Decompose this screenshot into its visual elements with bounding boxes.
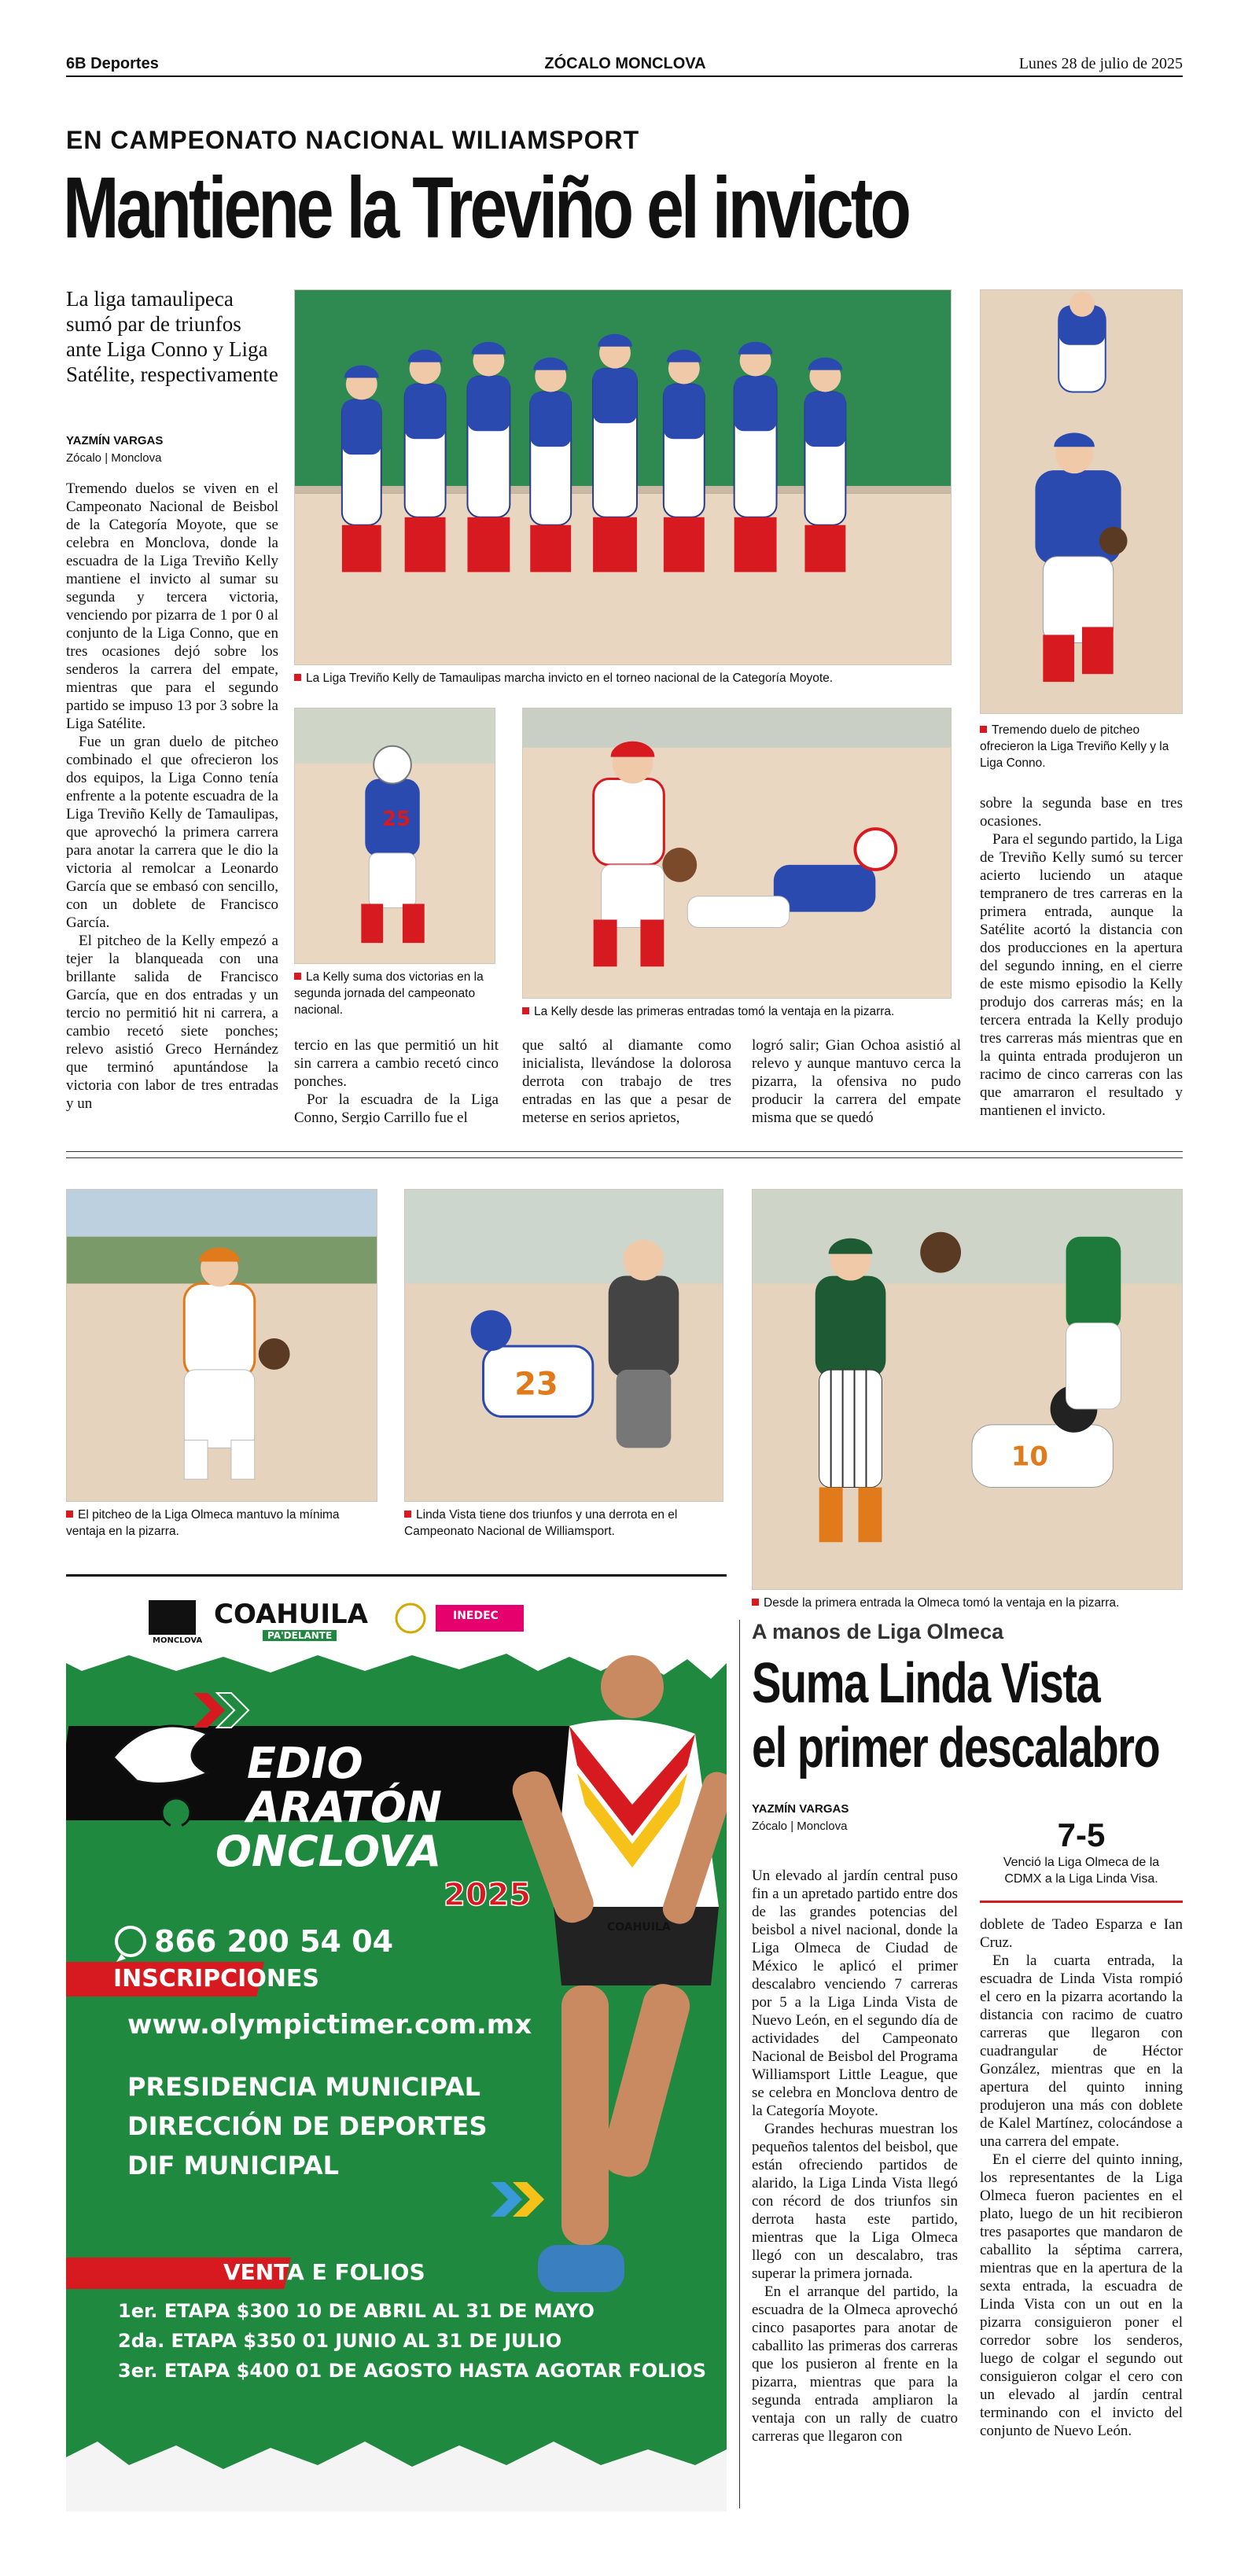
caption-marker xyxy=(294,973,301,980)
caption-text: Tremendo duelo de pitcheo ofrecieron la Liga Treviño Kelly y la Liga Conno. xyxy=(980,723,1169,770)
article1-kicker: EN CAMPEONATO NACIONAL WILIAMSPORT xyxy=(66,126,640,154)
svg-text:25: 25 xyxy=(382,808,411,832)
article1-byline-place: Zócalo | Monclova xyxy=(66,451,162,465)
ad-org-1: PRESIDENCIA MUNICIPAL xyxy=(127,2072,480,2102)
publication-name: ZÓCALO MONCLOVA xyxy=(544,55,706,72)
score-value: 7-5 xyxy=(1057,1816,1106,1853)
article2-headline-line1: Suma Linda Vista xyxy=(752,1652,1100,1715)
article1-paragraph: sobre la segunda base en tres ocasiones. xyxy=(980,795,1183,830)
section-divider-bottom xyxy=(66,1157,1183,1158)
caption-marker xyxy=(980,726,987,733)
article2-paragraph: En la cuarta entrada, la escuadra de Linda Vista rompió el cero en la pizarra acortando la distancia con racimo de cuatro carreras que llegaron con cuadrangular de Héctor González, mientras que en la apertura del quinto inning produjeron una más con doblete de Kalel Martínez, colocándose a una carrera del empate. xyxy=(980,1952,1183,2150)
article2-column-2 xyxy=(980,1915,1183,2505)
photo-big-olmeca xyxy=(752,1189,1183,1590)
ad-etapa-3: 3er. ETAPA $400 01 DE AGOSTO HASTA AGOTAR FOLIOS xyxy=(118,2360,707,2382)
photo-runner-kelly xyxy=(294,708,495,964)
caption-text: El pitcheo de la Liga Olmeca mantuvo la mínima ventaja en la pizarra. xyxy=(66,1508,340,1538)
caption-marker xyxy=(752,1599,759,1606)
ad-shirt-brand: COAHUILA xyxy=(607,1921,671,1934)
caption-team-celebration xyxy=(294,670,955,686)
article2-kicker: A manos de Liga Olmeca xyxy=(752,1620,1004,1643)
article1-paragraph: Por la escuadra de la Liga Conno, Sergio Carrillo fue el xyxy=(294,1091,499,1124)
article1-column-2 xyxy=(294,1036,499,1124)
ad-venta: VENTA E FOLIOS xyxy=(223,2259,425,2285)
article2-headline xyxy=(752,1651,1169,1780)
page-section-label: 6B Deportes xyxy=(66,55,159,72)
article2-paragraph: Grandes hechuras muestran los pequeños talentos del beisbol, que están ofreciendo partidos de alarido, la Liga Linda Vista llegó con récord de dos triunfos sin derrota hasta este partido, mientras que la Liga Olmeca llegó con un descalabro, tras superar la primera jornada. xyxy=(752,2121,958,2282)
article2-byline-place: Zócalo | Monclova xyxy=(752,1820,848,1833)
ad-left-rule xyxy=(739,1620,740,2508)
ad-year: 2025 xyxy=(444,1877,532,1913)
ad-title-line1: EDIO xyxy=(247,1739,363,1788)
svg-text:10: 10 xyxy=(1011,1441,1048,1472)
caption-slide-linda-vista xyxy=(404,1507,727,1540)
article2-byline-name: YAZMÍN VARGAS xyxy=(752,1802,849,1816)
article1-byline-name: YAZMÍN VARGAS xyxy=(66,434,164,447)
article1-headline: Mantiene la Treviño el invicto xyxy=(63,160,908,256)
caption-pitcher-kelly xyxy=(980,722,1183,771)
score-text: Venció la Liga Olmeca de la CDMX a la Liga Linda Visa. xyxy=(1003,1856,1160,1886)
caption-pitcher-olmeca xyxy=(66,1507,381,1540)
caption-text: Desde la primera entrada la Olmeca tomó la ventaja en la pizarra. xyxy=(764,1596,1120,1610)
header-rule xyxy=(66,75,1183,77)
caption-marker xyxy=(66,1511,73,1518)
ad-sponsor-small: MONCLOVA xyxy=(153,1636,203,1645)
photo-slide-linda-vista xyxy=(404,1189,723,1502)
article2-paragraph: En el cierre del quinto inning, los representantes de la Liga Olmeca fueron pacientes en el plato, luego de un hit recibieron tres pasaportes que mandaron de caballito la séptima carrera, mientras que en la apertura de la sexta entrada, la escuadra de Linda Vista con un out en la pizarra consiguieron poner el corredor sobre los senderos, luego de colgar el segundo out consiguieron colgar el cero con un elevado al jardín central terminando con el invicto del conjunto de Nuevo León. xyxy=(980,2151,1183,2439)
caption-marker xyxy=(294,674,301,681)
ad-sponsor-brand: COAHUILA xyxy=(214,1599,368,1630)
article2-paragraph: Un elevado al jardín central puso fin a un apretado partido entre dos de las grandes potencias del beisbol a nivel nacional, donde la Liga Olmeca de Ciudad de México le aplicó el primer descalabro venciendo 7 carreras por 5 a la Liga Linda Vista de Nuevo León, en el segundo día de actividades del Campeonato Nacional de Beisbol del Programa Williamsport Little League, que se celebra en Monclova dentro de la Categoría Moyote. xyxy=(752,1868,958,2119)
article2-paragraph: doblete de Tadeo Esparza e Ian Cruz. xyxy=(980,1916,1183,1951)
article2-column-1 xyxy=(752,1867,958,2505)
marathon-advertisement xyxy=(66,1574,727,2512)
article2-paragraph: En el arranque del partido, la escuadra de la Olmeca aprovechó cinco pasaportes para anotar de caballito las primeras dos carreras que los pusieron al frente en la pizarra, mientras que para la segunda entrada ampliaron la ventaja con un rally de cuatro carreras que llegaron con xyxy=(752,2283,958,2445)
article1-column-1 xyxy=(66,480,278,1124)
article1-column-5 xyxy=(980,794,1183,1124)
caption-text: La Kelly suma dos victorias en la segunda jornada del campeonato nacional. xyxy=(294,970,484,1017)
photo-team-celebration xyxy=(294,289,952,665)
page-date: Lunes 28 de julio de 2025 xyxy=(1018,55,1183,72)
ad-inscripciones: INSCRIPCIONES xyxy=(113,1965,320,1993)
photo-slide-kelly xyxy=(522,708,952,999)
article1-column-4 xyxy=(752,1036,961,1124)
ad-sponsor-slogan: PA'DELANTE xyxy=(263,1630,337,1641)
section-divider-top xyxy=(66,1151,1183,1152)
ad-website: www.olympictimer.com.mx xyxy=(127,2009,532,2041)
article1-paragraph: Tremendo duelos se viven en el Campeonato Nacional de Beisbol de la Categoría Moyote, que se celebra en Monclova, donde la escuadra de la Liga Treviño Kelly mantiene el invicto al sumar su segunda y tercera victoria, venciendo por pizarra de 1 por 0 al conjunto de la Liga Conno, que en tres ocasiones dejó sobre los senderos la carrera del empate, mientras que para el segundo partido se impuso 13 por 3 sobre la Liga Satélite. xyxy=(66,480,278,732)
caption-text: La Liga Treviño Kelly de Tamaulipas marcha invicto en el torneo nacional de la Categoría Moyote. xyxy=(306,672,834,685)
ad-org-3: DIF MUNICIPAL xyxy=(127,2151,340,2180)
svg-text:23: 23 xyxy=(514,1366,558,1403)
article1-paragraph: que saltó al diamante como inicialista, llevándose la dolorosa derrota con trabajo de tres entradas en las que a pesar de meterse en serios aprietos, xyxy=(522,1037,731,1124)
ad-title-line3: ONCLOVA xyxy=(215,1827,442,1876)
score-box xyxy=(980,1816,1183,1903)
article1-paragraph: El pitcheo de la Kelly empezó a tejer la blanqueada con una brillante salida de Francisco García, que en dos entradas y un tercio no permitió hit ni carrera, a cambio recetó siete ponches; relevo asistió Greco Hernández que terminó apuntándose la victoria con labor de tres entradas y un xyxy=(66,933,278,1112)
article1-paragraph: Fue un gran duelo de pitcheo combinado el que ofrecieron los dos equipos, la Liga Conno tenía enfrente a la potente escuadra de la Liga Treviño Kelly de Tamaulipas, que aprovechó la primera carrera para anotar la carrera que le dio la victoria al remolcar a Leonardo García que se embasó con sencillo, con un doblete de Francisco García. xyxy=(66,734,278,931)
article1-deck: La liga tamaulipeca sumó par de triunfos ante Liga Conno y Liga Satélite, respectivamente xyxy=(66,287,278,386)
caption-text: Linda Vista tiene dos triunfos y una derrota en el Campeonato Nacional de Williamsport. xyxy=(404,1508,678,1538)
caption-big-olmeca xyxy=(752,1595,1192,1611)
ad-etapa-1: 1er. ETAPA $300 10 DE ABRIL AL 31 DE MAYO xyxy=(118,2300,595,2322)
ad-org-2: DIRECCIÓN DE DEPORTES xyxy=(127,2111,488,2141)
article1-column-3 xyxy=(522,1036,731,1124)
article1-paragraph: logró salir; Gian Ochoa asistió al relevo y aunque mantuvo cerca la pizarra, la ofensiva no pudo producir la carrera del empate misma que se quedó xyxy=(752,1037,961,1124)
caption-text: La Kelly desde las primeras entradas tomó la ventaja en la pizarra. xyxy=(534,1005,895,1018)
article2-headline-line2: el primer descalabro xyxy=(752,1717,1160,1779)
caption-marker xyxy=(404,1511,411,1518)
article1-paragraph: Para el segundo partido, la Liga de Treviño Kelly sumó su tercer acierto luciendo un ataque tempranero de tres carreras en la primera entrada, aunque la Satélite acortó la distancia con dos producciones en la apertura del segundo inning, en el cierre de este mismo episodio la Kelly produjo dos carreras más; en la tercera entrada la Kelly produjo tres carreras más mientras que en la quinta entrada produjeron un racimo de cinco carreras con las que amarraron el resultado y mantienen el invicto. xyxy=(980,831,1183,1119)
ad-phone: 866 200 54 04 xyxy=(154,1924,394,1959)
ad-title-line2: ARATÓN xyxy=(247,1783,442,1832)
photo-pitcher-olmeca xyxy=(66,1189,377,1502)
ad-sponsor-inedec: INEDEC xyxy=(453,1610,499,1622)
article1-paragraph: tercio en las que permitió un hit sin carrera a cambio recetó cinco ponches. xyxy=(294,1037,499,1090)
caption-runner-kelly xyxy=(294,969,500,1018)
photo-pitcher-kelly xyxy=(980,289,1183,714)
caption-slide-kelly xyxy=(522,1003,963,1020)
caption-marker xyxy=(522,1007,529,1014)
ad-etapa-2: 2da. ETAPA $350 01 JUNIO AL 31 DE JULIO xyxy=(118,2330,562,2352)
